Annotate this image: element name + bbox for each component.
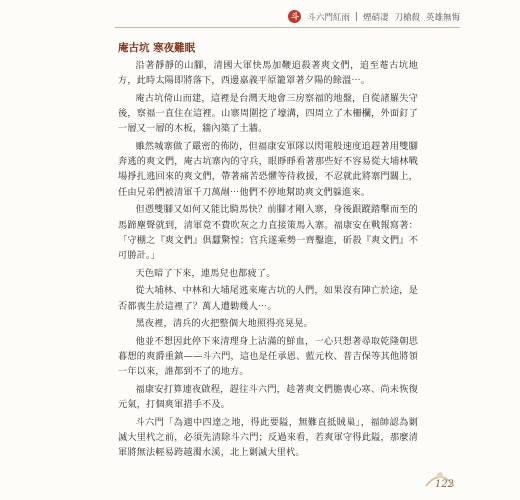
paragraph: 沿著靜靜的山腳，清國大軍快馬加鞭追殺著爽文們，追至菴古坑地方，此時太陽即將落下，西邊嘉義平原籠罩著夕陽的餘溫⋯。 <box>118 60 418 87</box>
paragraph: 他並不想因此停下來清理身上沾滿的鮮血，一心只想著尋取乾隆朝思暮想的爽爵重鎮——斗六門，這也是任承恩、藍元枚、普吉保等其他將領一年以來，誰都到不了的地方。 <box>118 335 418 378</box>
header-chapter-title: 煙硝凄 <box>362 12 389 23</box>
body-text <box>118 58 418 463</box>
book-logo-icon: 斗 <box>288 10 301 23</box>
page-number: 122 <box>434 479 454 490</box>
paragraph: 但憑雙腳又如何又能比騎馬快？前腳才剛入寨，身後跟蹤踏擊而至的馬蹄塵聲就到，清軍竟不費吹灰之力直接策馬入寨。福康安在戰報寫著：「守棚之『爽文們』俱蠶驚惶；官兵遂乘勢一齊鑿進，斫殺『爽文們』不可勝計。」 <box>118 204 418 261</box>
paragraph: 庵古坑倚山而建，這裡是台灣天地會三房察福的地盤，自從諸羅失守後，察福一直住在這裡。山寨周圍挖了壕溝，四周立了木柵欄，外面釘了一層又一層的木板，牆內築了土牆。 <box>118 92 418 135</box>
header-chapter-subtitle: 刀槍殺 <box>394 12 420 23</box>
paragraph: 雖然城寨做了嚴密的佈防，但福康安軍隊以閃電般速度追趕著用雙腳奔逃的爽文們，庵古坑寨內的守兵，眼睜睜看著那些好不容易從大埔林戰場掙扎逃回來的爽文們，帶著痛苦恐懼等待救援，不忍就此將寨門關上，任由兄弟們被清軍千刀萬剮⋯他們不停地幫助爽文們躲進來。 <box>118 141 418 198</box>
header-divider <box>356 12 357 21</box>
header-rule <box>115 27 460 28</box>
section-title: 庵古坑 寒夜難眠 <box>118 42 196 54</box>
paragraph: 天色暗了下來，連馬兒也都疲了。 <box>135 267 276 279</box>
paragraph: 黑夜裡，清兵的火把整個大地照得亮晃晃。 <box>135 318 313 330</box>
header-book-series: 英雄無悔 <box>425 12 460 23</box>
paragraph: 從大埔林、中林和大埔尾逃來庵古坑的人們，如果沒有陣亡於途，是否都喪生於這裡了？萬人遭勦幾人⋯。 <box>118 285 418 312</box>
header-book-title: 斗六門紅雨 <box>307 12 350 23</box>
paragraph: 斗六門「為適中四達之地，得此要隘，無難直抵賊巢」，福帥認為剿滅大里杙之前，必須先清除斗六門；反過來看，若爽軍守得此隘，那麼清軍將無法輕易跨越濁水溪，北上剿滅大里杙。 <box>118 416 418 459</box>
running-header <box>288 10 460 23</box>
paragraph: 福康安打算連夜啟程，趕往斗六門，趁著爽文們膽喪心寒、尚未恢復元氣，打個爽軍措手不及。 <box>118 384 418 411</box>
